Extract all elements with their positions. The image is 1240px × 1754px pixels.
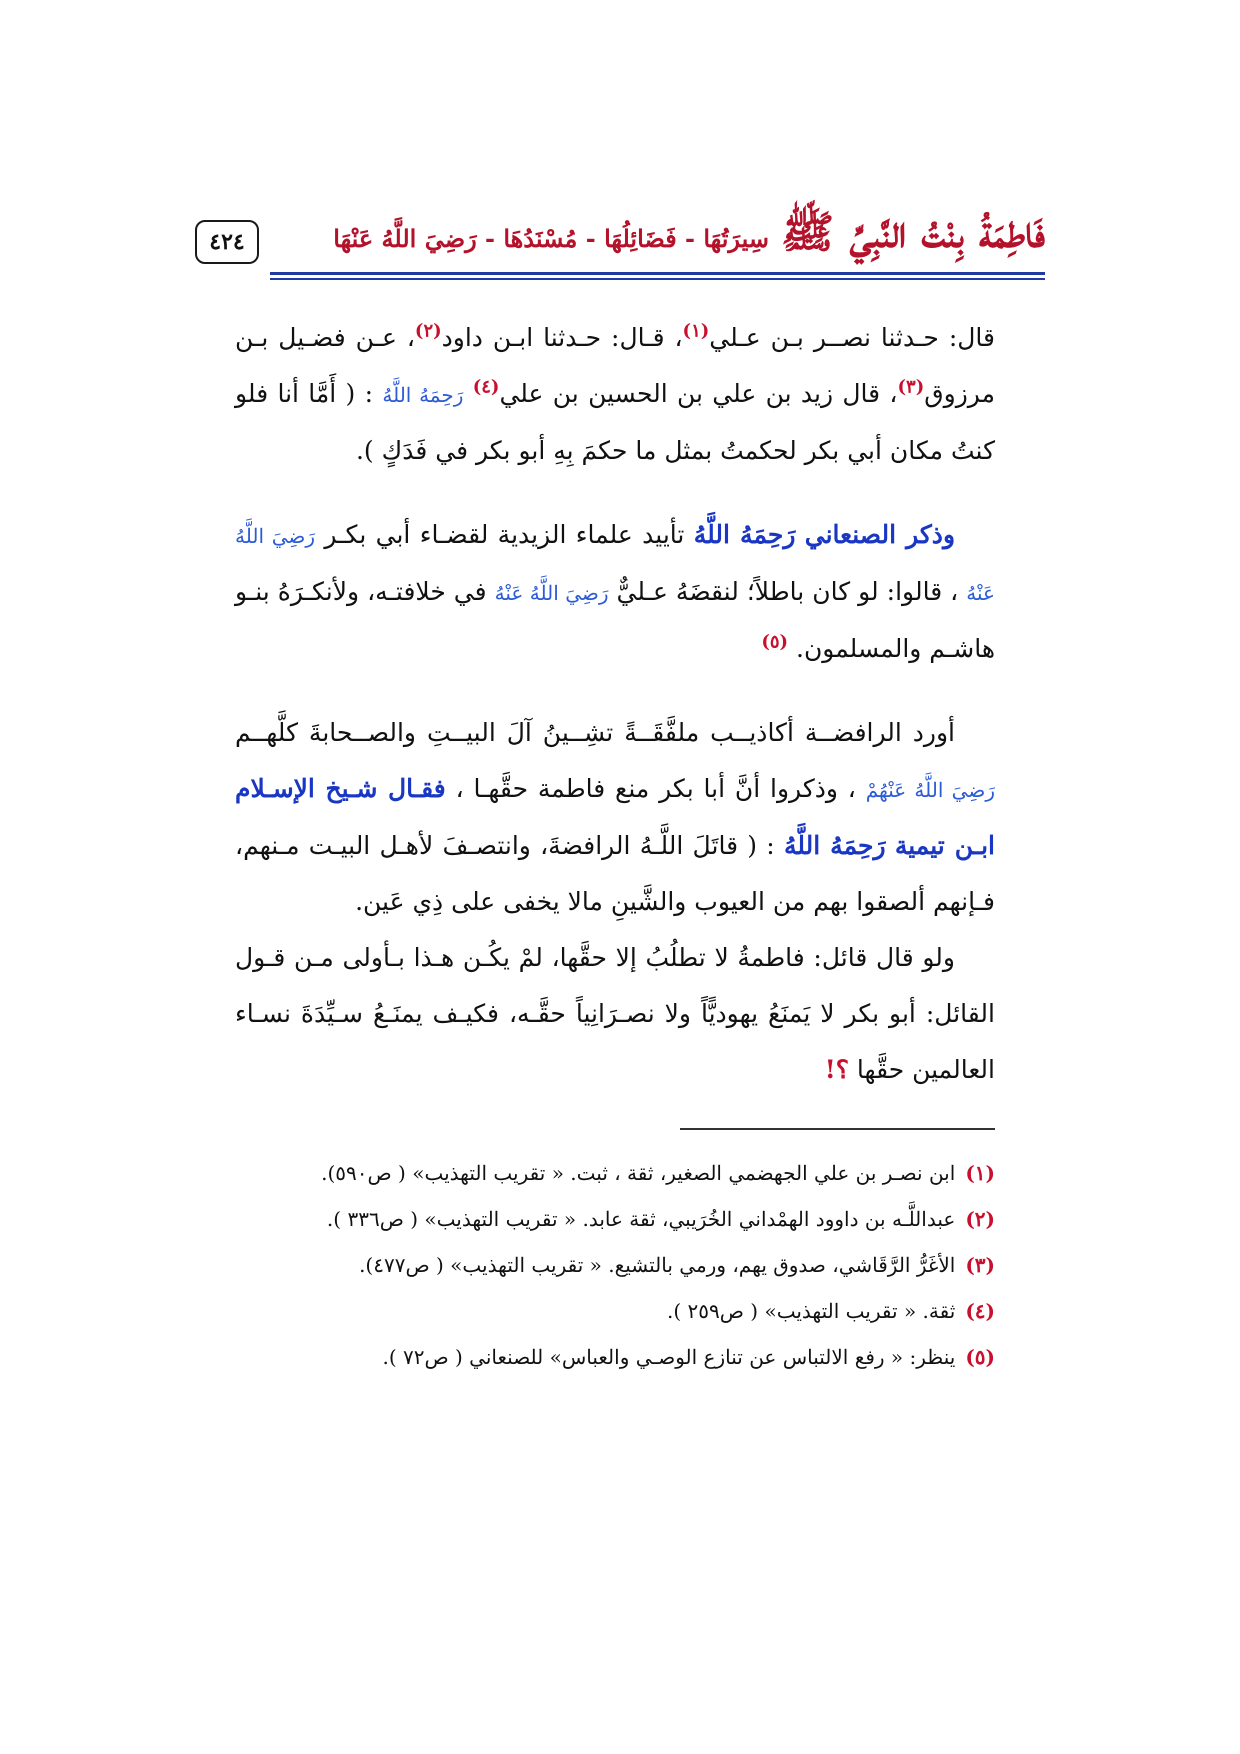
footnote-5 bbox=[235, 1334, 995, 1380]
footnotes bbox=[235, 1150, 995, 1380]
page-number: ٤٢٤ bbox=[195, 220, 259, 264]
footnote-1 bbox=[235, 1150, 995, 1196]
footnote-number: (٣) bbox=[965, 1253, 995, 1277]
book-title: فَاطِمَةُ بِنْتُ النَّبِيِّ ﷺ bbox=[781, 207, 1045, 258]
paragraph-1: قال: حـدثنا نصــر بـن عـلي$^{(١)}$، قـال: حـدثنا ابـن داود$^{(٢)}$، عـن فضـيل بـن مرزوق$^{(٣)}$، قال زيد بن علي بن الحسين بن علي$^{(٤)}$ رَحِمَهُ اللَّهُ : ( أَمَّا أنا فلو كنتُ مكان أبي بكر لحكمتُ بمثل ما حكمَ بِهِ أبو بكر في فَدَكٍ ). bbox=[235, 320, 995, 465]
footnote-number: (٤) bbox=[965, 1299, 995, 1323]
footnote-text: عبداللَّـه بن داوود الهمْداني الخُرَيبي، ثقة عابد. « تقريب التهذيب» ( ص٣٣٦ ). bbox=[326, 1207, 956, 1231]
footnote-2 bbox=[235, 1196, 995, 1242]
paragraph-2: وذكر الصنعاني رَحِمَهُ اللَّهُ تأييد علماء الزيدية لقضـاء أبي بكـر رَضِيَ اللَّهُ عَنْهُ ، قالوا: لو كان باطلاً؛ لنقضَهُ عـليٌّ رَضِيَ اللَّهُ عَنْهُ في خلافتـه، ولأنكـرَهُ بنـو هاشـم والمسلمون. $^{(٥)}$ bbox=[235, 520, 995, 663]
footnote-4 bbox=[235, 1288, 995, 1334]
footnote-number: (٥) bbox=[965, 1345, 995, 1369]
footnote-number: (٢) bbox=[965, 1207, 995, 1231]
footnote-text: الأغَرُّ الرَّقَاشي، صدوق يهم، ورمي بالتشيع. « تقريب التهذيب» ( ص٤٧٧). bbox=[359, 1253, 956, 1277]
honorific: رَضِيَ اللَّهُ عَنْهُمْ bbox=[865, 778, 995, 802]
footnote-ref-2[interactable]: (٢) bbox=[414, 320, 442, 342]
book-subtitle: سِيرَتُهَا - فَضَائِلُهَا - مُسْنَدُهَا - رَضِيَ اللَّهُ عَنْهَا bbox=[333, 224, 769, 253]
honorific: رَحِمَهُ اللَّهُ bbox=[783, 831, 886, 860]
footnote-text: ينظر: « رفع الالتباس عن تنازع الوصـي والعباس» للصنعاني ( ص٧٢ ). bbox=[382, 1345, 956, 1369]
main-text bbox=[235, 310, 995, 1098]
running-title bbox=[333, 196, 1045, 270]
header-rule-secondary bbox=[270, 278, 1045, 280]
footnote-ref-1[interactable]: (١) bbox=[682, 320, 710, 342]
honorific: رَحِمَهُ اللَّهُ bbox=[693, 520, 796, 549]
honorific: رَضِيَ اللَّهُ عَنْهُ bbox=[494, 581, 609, 605]
footnote-text: ثقة. « تقريب التهذيب» ( ص٢٥٩ ). bbox=[667, 1299, 956, 1323]
footnote-ref-4[interactable]: (٤) bbox=[472, 376, 500, 398]
honorific: رَضِيَ اللَّهُ عَنْهُ bbox=[235, 524, 995, 605]
footnote-ref-3[interactable]: (٣) bbox=[897, 376, 925, 398]
footnote-number: (١) bbox=[965, 1161, 995, 1185]
footnote-ref-5[interactable]: (٥) bbox=[761, 631, 789, 653]
header-rule bbox=[270, 272, 1045, 275]
paragraph-3: أورد الرافضــة أكاذيــب ملفَّقَــةً تشِــينُ آلَ البيــتِ والصــحابةَ كلَّهــم رَضِيَ اللَّهُ عَنْهُمْ ، وذكروا أنَّ أبا بكر منع فاطمة حقَّهـا ، فقـال شـيخ الإسـلام ابـن تيمية رَحِمَهُ اللَّهُ : ( قاتَلَ اللَّـهُ الرافضةَ، وانتصـفَ لأهـل البيـت مـنهم، فـإنهم ألصقوا بهم من العيوب والشَّينِ مالا يخفى على ذِي عَين. bbox=[235, 718, 995, 916]
footnote-text: ابن نصـر بن علي الجهضمي الصغير، ثقة ، ثبت. « تقريب التهذيب» ( ص٥٩٠). bbox=[321, 1161, 956, 1185]
footnote-separator bbox=[680, 1128, 995, 1130]
honorific: رَحِمَهُ اللَّهُ bbox=[382, 383, 464, 407]
footnote-3 bbox=[235, 1242, 995, 1288]
question-exclamation: ؟! bbox=[824, 1055, 849, 1084]
ibn-taymiyyah-name: فقـال شـيخ الإسـلام ابـن تيمية bbox=[235, 774, 995, 860]
page-header bbox=[195, 196, 1045, 288]
paragraph-4: ولو قال قائل: فاطمةُ لا تطلُبُ إلا حقَّها، لمْ يكُـن هـذا بـأولى مـن قـول القائل: أبو بكر لا يَمنَعُ يهوديًّاً ولا نصـرَانِياً حقَّـه، فكيـف يمنَـعُ سـيِّدَةَ نسـاء العالمين حقَّها ؟! bbox=[235, 943, 995, 1084]
